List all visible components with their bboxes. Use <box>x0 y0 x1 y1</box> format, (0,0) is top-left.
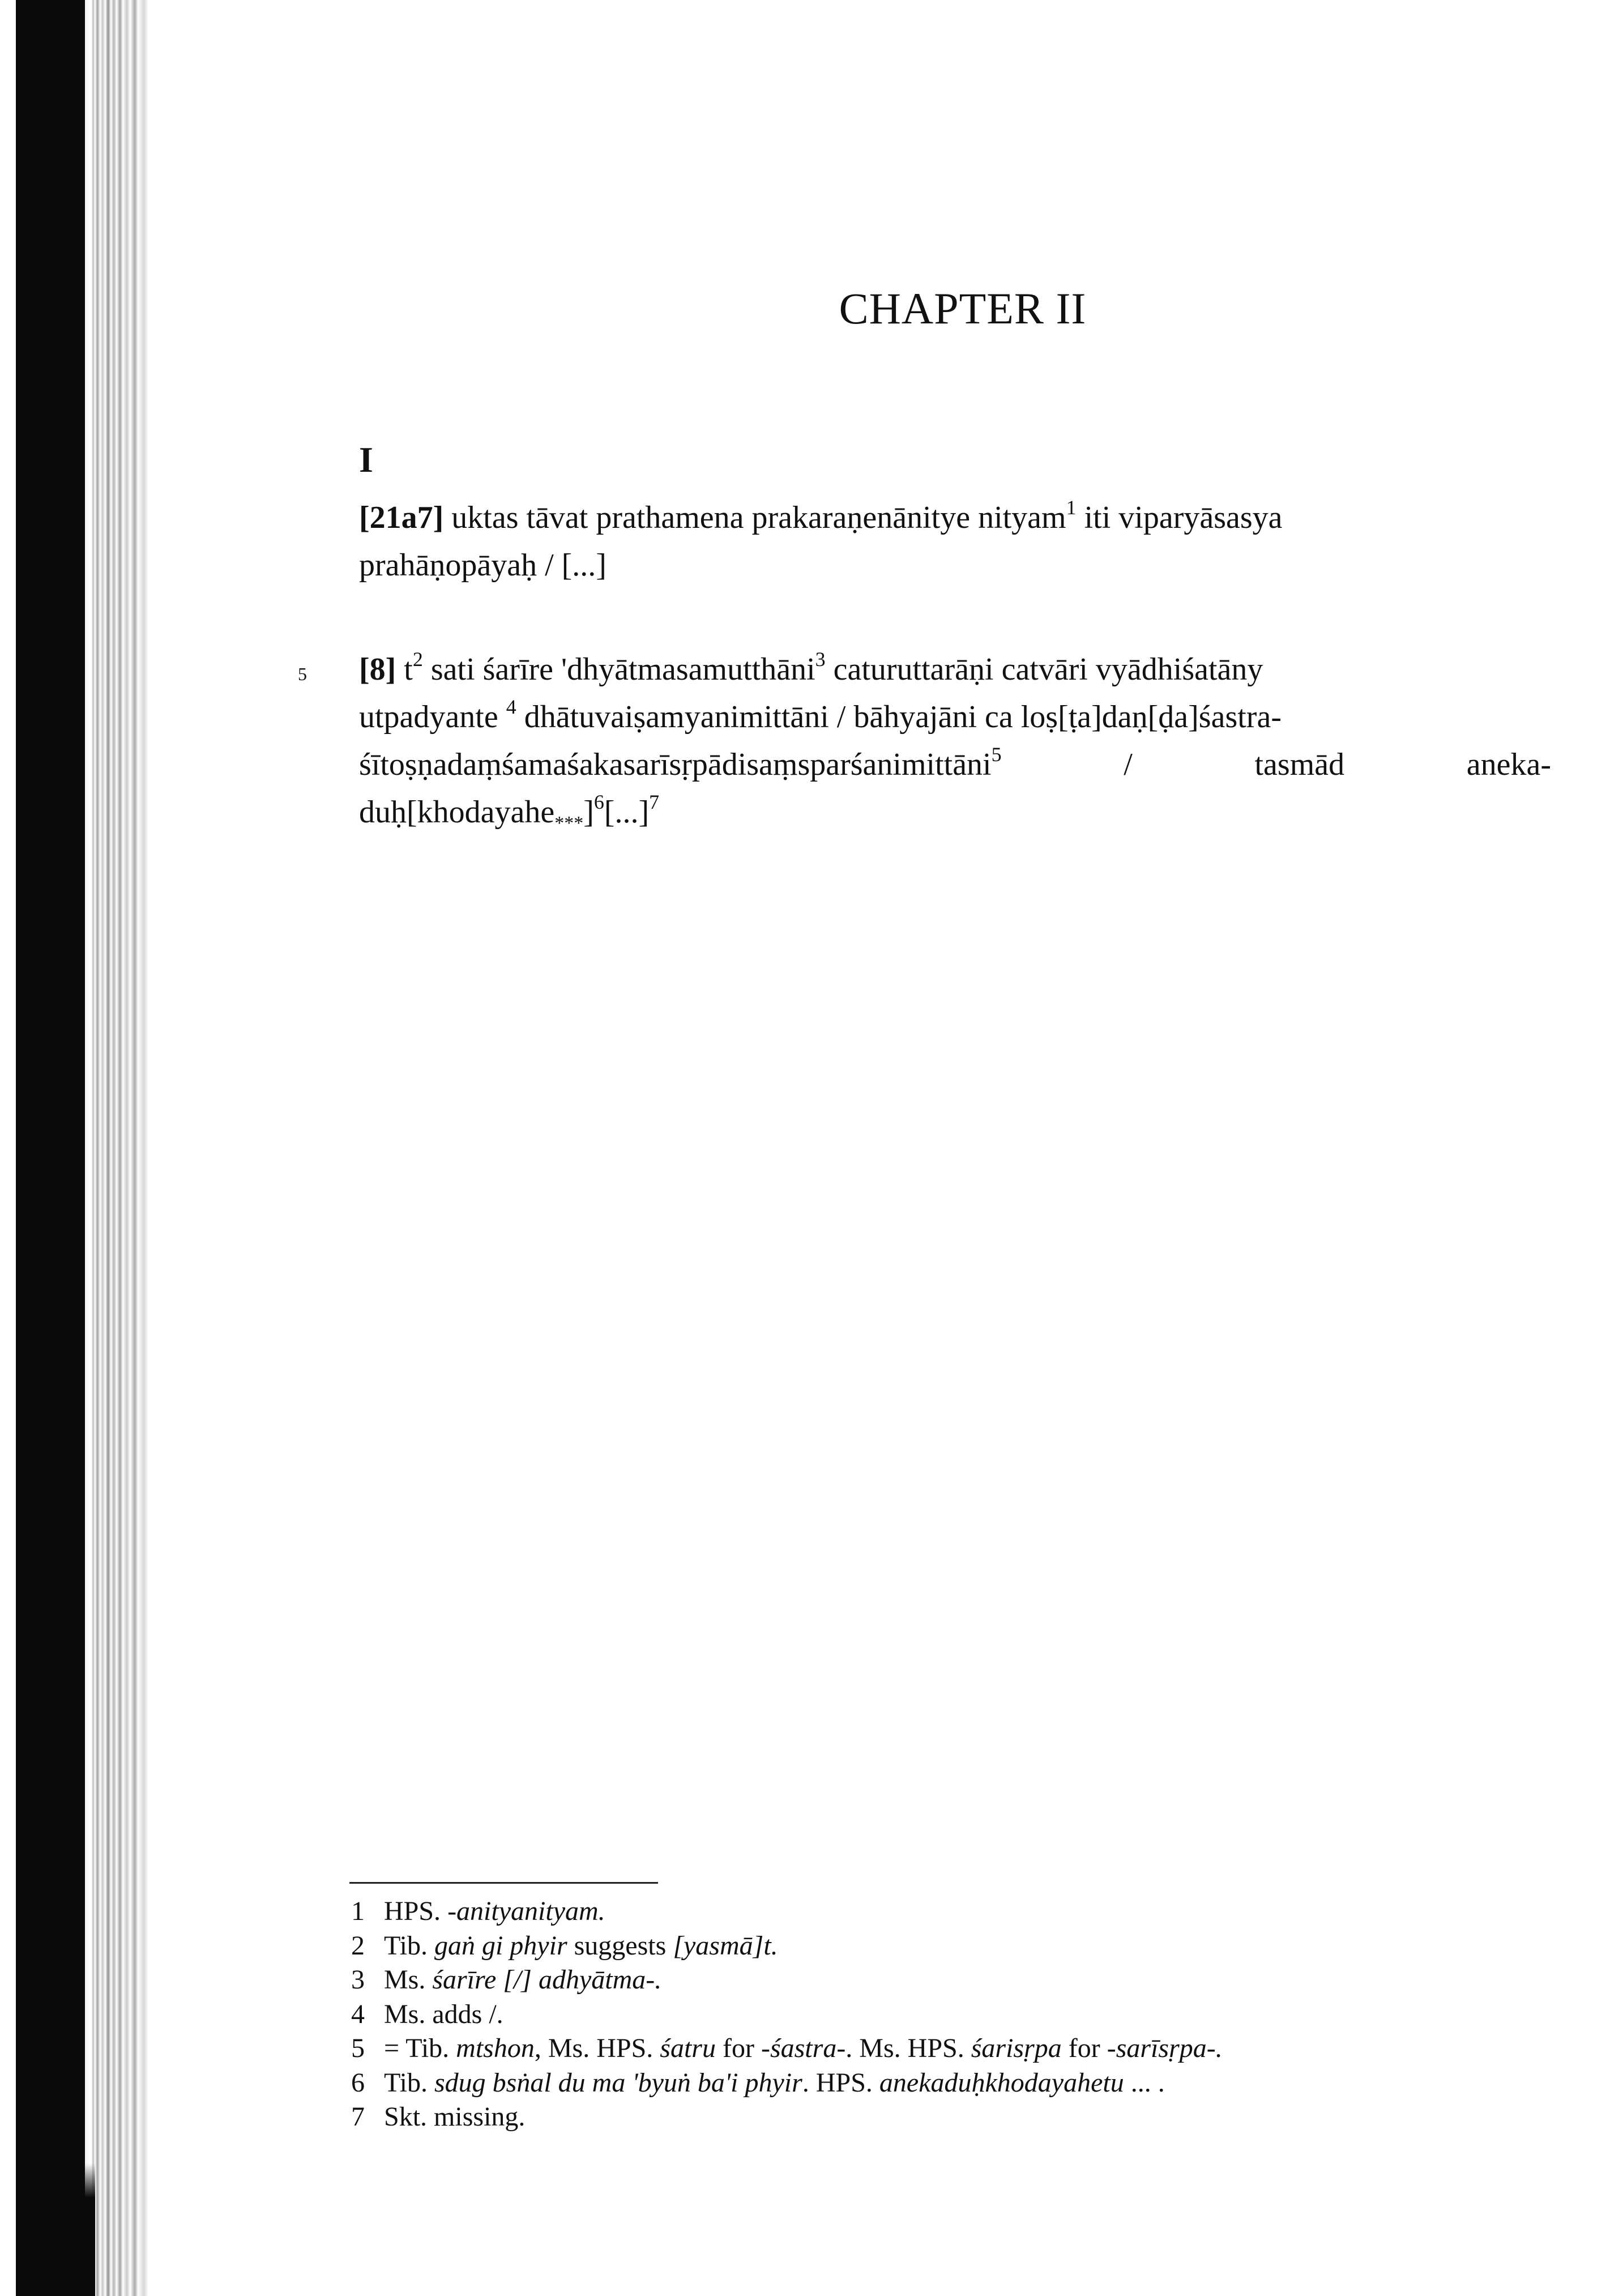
footnote-text: = Tib. <box>384 2033 456 2063</box>
page-gutter-shadow <box>16 2163 95 2296</box>
paragraph-2 <box>359 646 1551 836</box>
footnote-marker-4: 4 <box>506 695 516 719</box>
footnote-text: -sarīsṛpa-. <box>1107 2033 1223 2063</box>
footnote-separator <box>349 1882 658 1884</box>
footnote-marker-2: 2 <box>412 648 423 671</box>
footnote-text: śarisṛpa <box>971 2033 1062 2063</box>
section-numeral: I <box>359 439 373 480</box>
footnote-marker-5: 5 <box>991 743 1002 766</box>
text-segment: iti viparyāsasya <box>1076 500 1283 535</box>
footnote-text: śarīre [/] adhyātma-. <box>432 1965 662 1995</box>
text-segment: [...] <box>604 795 650 830</box>
footnote-text: HPS. <box>384 1896 448 1926</box>
footnote-marker-1: 1 <box>1066 496 1077 519</box>
footnote-text: Ms. <box>384 1965 433 1995</box>
footnote-number: 5 <box>351 2033 365 2063</box>
paragraph-2-line-3 <box>359 741 1551 788</box>
footnote-text: śatru <box>660 2033 716 2063</box>
footnote-5 <box>351 2032 1569 2066</box>
footnote-number: 4 <box>351 1999 365 2029</box>
paragraph-2-line-2 <box>359 693 1551 741</box>
footnote-marker-6: 6 <box>593 791 604 814</box>
text-segment: uktas tāvat prathamena prakaraṇenānitye nityam <box>443 500 1066 535</box>
footnote-text: , Ms. HPS. <box>534 2033 660 2063</box>
footnote-text: Tib. <box>384 1930 434 1961</box>
footnotes <box>351 1894 1569 2135</box>
paragraph-1-line-2: prahāṇopāyaḥ / [...] <box>359 548 607 583</box>
text-segment: śītoṣṇadaṃśamaśakasarīsṛpādisaṃsparśanimittāni <box>359 747 992 782</box>
footnote-text: Tib. <box>384 2067 434 2098</box>
footnote-text: suggests <box>567 1930 673 1961</box>
chapter-title: CHAPTER II <box>839 284 1087 333</box>
text-segment: / tasmād aneka- <box>1001 747 1551 782</box>
footnote-number: 1 <box>351 1896 365 1926</box>
paragraph-1 <box>359 494 1551 589</box>
footnote-text: gaṅ gi phyir <box>434 1930 567 1961</box>
page-gutter-edge <box>0 0 170 2296</box>
footnote-text: Ms. adds /. <box>384 1999 503 2029</box>
footnote-4 <box>351 1998 1569 2032</box>
footnote-number: 7 <box>351 2102 365 2132</box>
footnote-number: 2 <box>351 1930 365 1961</box>
footnote-text: ... . <box>1124 2067 1165 2098</box>
text-segment: ] <box>583 795 594 830</box>
footnote-marker-3: 3 <box>815 648 826 671</box>
folio-reference: [21a7] <box>359 500 444 535</box>
footnote-7 <box>351 2100 1569 2135</box>
footnote-3 <box>351 1963 1569 1998</box>
footnote-text: -śastra- <box>761 2033 846 2063</box>
footnote-6 <box>351 2066 1569 2101</box>
footnote-text: anekaduḥkhodayahetu <box>879 2067 1124 2098</box>
footnote-text: . HPS. <box>802 2067 879 2098</box>
folio-reference: [8] <box>359 652 396 687</box>
footnote-text: . Ms. HPS. <box>845 2033 971 2063</box>
footnote-text: for <box>1061 2033 1107 2063</box>
text-segment: sati śarīre 'dhyātmasamutthāni <box>422 652 815 687</box>
footnote-text: -anityanityam. <box>447 1896 605 1926</box>
text-segment: caturuttarāṇi catvāri vyādhiśatāny <box>825 652 1263 687</box>
text-segment: dhātuvaiṣamyanimittāni / bāhyajāni ca loṣ[ṭa]daṇ[ḍa]śastra- <box>516 699 1282 735</box>
footnote-number: 6 <box>351 2067 365 2098</box>
footnote-marker-7: 7 <box>649 791 660 814</box>
footnote-text: [yasmā]t. <box>673 1930 778 1961</box>
text-segment: utpadyante <box>359 699 506 735</box>
paragraph-2-line-4 <box>359 788 1551 836</box>
footnote-text: Skt. missing. <box>384 2102 526 2132</box>
text-segment: duḥ[khodayahe <box>359 795 555 830</box>
footnote-2 <box>351 1929 1569 1964</box>
line-number: 5 <box>298 664 307 684</box>
text-segment: t <box>396 652 413 687</box>
footnote-number: 3 <box>351 1965 365 1995</box>
paragraph-1-line-1 <box>359 494 1551 541</box>
footnote-1 <box>351 1894 1569 1929</box>
footnote-text: sdug bsṅal du ma 'byuṅ ba'i phyir <box>434 2067 802 2098</box>
paragraph-2-line-1 <box>359 646 1551 693</box>
illegible-marker: *** <box>554 813 584 834</box>
footnote-text: mtshon <box>456 2033 535 2063</box>
footnote-text: for <box>715 2033 761 2063</box>
